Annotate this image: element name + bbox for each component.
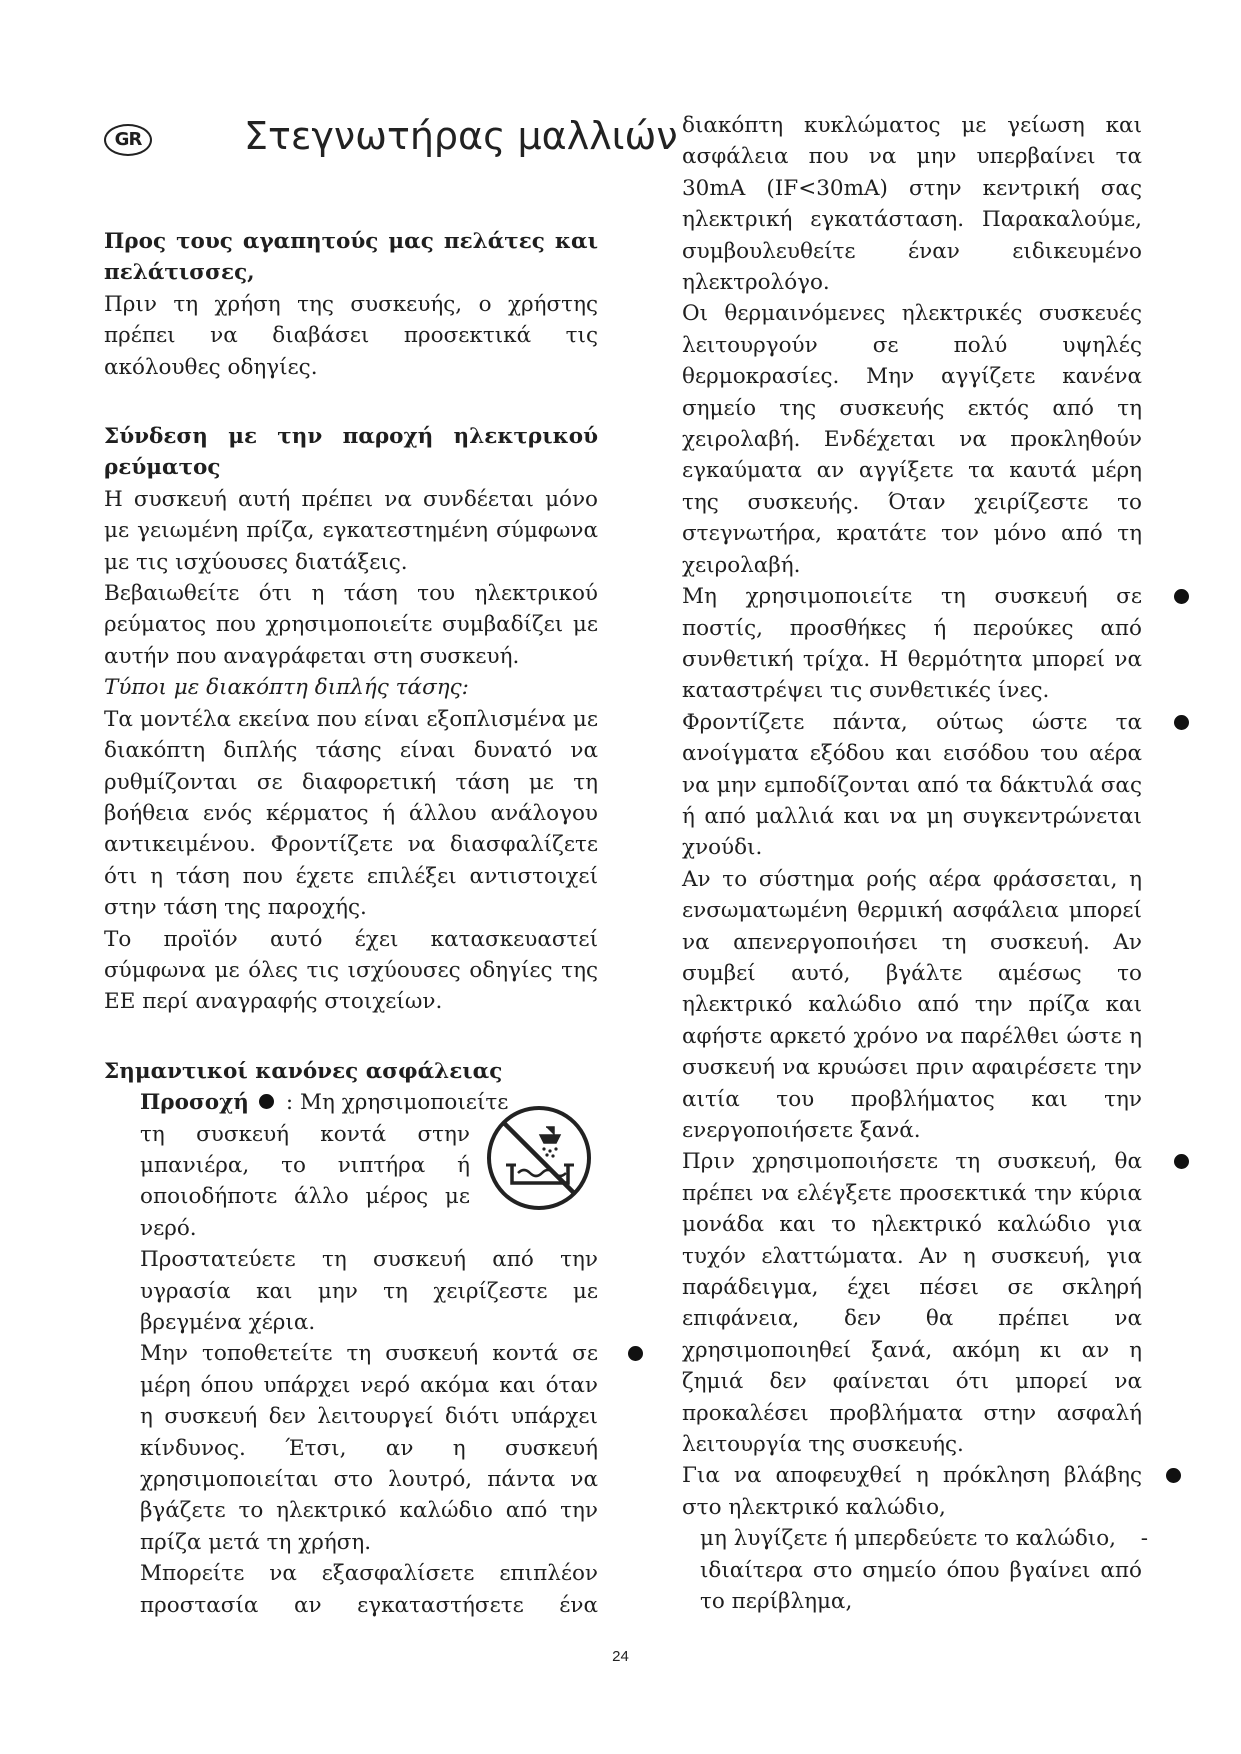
check-block [682,1146,1142,1460]
connection-paragraph-2: Βεβαιωθείτε ότι η τάση του ηλεκτρικού ρεύματος που χρησιμοποιείτε συμβαδίζει με αυτήν που αναγράφεται στη συσκευή. [104,581,598,669]
language-badge: GR [104,124,152,156]
cable-subitem-line-1: μη λυγίζετε ή μπερδεύετε το καλώδιο, [700,1526,1117,1552]
protect-paragraph: Προστατεύετε τη συσκευή από την υγρασία και μην τη χειρίζεστε με βρεγμένα χέρια. [140,1247,598,1335]
warning-text: τη συσκευή κοντά στην μπανιέρα, το νιπτήρα ή οποιοδήποτε άλλο μέρος με νερό. [140,1121,470,1241]
bullet-icon [1174,715,1189,730]
place-paragraph: Μην τοποθετείτε τη συσκευή κοντά σε μέρη όπου υπάρχει νερό ακόμα και όταν η συσκευή δεν λειτουργεί διότι υπάρχει κίνδυνος. Έτσι, αν η συσκευή χρησιμοποιείται στο λουτρό, πάντα να βγάζετε το ηλεκτρικό καλώδιο από την πρίζα μετά τη χρήση. [140,1341,598,1555]
page-header [104,98,678,178]
connection-paragraph-4: Το προϊόν αυτό έχει κατασκευαστεί σύμφωνα με όλες τις ισχύουσες οδηγίες της ΕΕ περί αναγραφής στοιχείων. [104,926,598,1015]
vents-block [682,707,1142,864]
dash-marker: - [1140,1526,1148,1552]
dual-voltage-subheading: Τύποι με διακόπτη διπλής τάσης: [104,675,469,701]
warning-first-text: : Μη χρησιμοποιείτε [285,1090,509,1116]
no-bath-icon [484,1103,594,1213]
intro-heading-line-2: πελάτισσες, [104,260,255,286]
vents-paragraph: Φροντίζετε πάντα, ούτως ώστε τα ανοίγματα εξόδου και εισόδου του αέρα να μην εμποδίζονται από τα δάκτυλά σας ή από μαλλιά και να μη συγκεντρώνεται χνούδι. [682,709,1142,861]
rcd-paragraph: διακόπτη κυκλώματος με γείωση και ασφάλεια που να μην υπερβαίνει τα 30mA (IF<30mA) στην κεντρική σας ηλεκτρική εγκατάσταση. Παρακαλούμε, συμβουλευθείτε έναν ειδικευμένο ηλεκτρολόγο. [682,113,1142,296]
intro-heading-line-1: Προς τους αγαπητούς μας πελάτες και [104,229,598,254]
intro-heading [104,226,598,289]
page-number: 24 [612,1648,629,1665]
cable-subitem [700,1523,1148,1554]
wig-paragraph: Μη χρησιμοποιείτε τη συσκευή σε ποστίς, προσθήκες ή περούκες από συνθετική τρίχα. Η θερμότητα μπορεί να καταστρέψει τις συνθετικές ίνες. [682,584,1142,704]
cable-block [682,1460,1142,1523]
heat-paragraph: Οι θερμαινόμενες ηλεκτρικές συσκευές λειτουργούν σε πολύ υψηλές θερμοκρασίες. Μην αγγίζετε κανένα σημείο της συσκευής εκτός από τη χειρολαβή. Ενδέχεται να προκληθούν εγκαύματα αν αγγίξετε τα καυτά μέρη της συσκευής. Όταν χειρίζεστε το στεγνωτήρα, κρατάτε τον μόνο από τη χειρολαβή. [682,301,1142,578]
extra-protection-paragraph: Μπορείτε να εξασφαλίσετε επιπλέον προστασία αν εγκαταστήσετε ένα [140,1561,598,1618]
connection-heading-line-1: Σύνδεση με την παροχή ηλεκτρικού [104,424,598,450]
connection-heading [104,421,598,484]
place-block [104,1338,598,1558]
bullet-icon [1166,1468,1181,1483]
page-title: Στεγνωτήρας μαλλιών [244,114,678,158]
wig-block [682,581,1142,707]
left-column [104,98,678,1621]
airflow-paragraph: Αν το σύστημα ροής αέρα φράσσεται, η ενσωματωμένη θερμική ασφάλεια μπορεί να απενεργοποιήσει τη συσκευή. Αν συμβεί αυτό, βγάλτε αμέσως το ηλεκτρικό καλώδιο από την πρίζα και αφήστε αρκετό χρόνο να παρέλθει ώστε η συσκευή να κρυώσει πριν αφαιρέσετε την αιτία του προβλήματος και την ενεργοποιήσετε ξανά. [682,866,1142,1143]
intro-paragraph: Πριν τη χρήση της συσκευής, ο χρήστης πρέπει να διαβάσει προσεκτικά τις ακόλουθες οδηγίες. [104,291,598,380]
right-column [682,110,1148,1618]
bullet-icon [1174,1154,1189,1169]
bullet-icon [259,1094,274,1109]
connection-heading-line-2: ρεύματος [104,455,221,481]
cable-subitem-line-2: ιδιαίτερα στο σημείο όπου βγαίνει από το περίβλημα, [700,1557,1142,1615]
cable-paragraph: Για να αποφευχθεί η πρόκληση βλάβης στο ηλεκτρικό καλώδιο, [682,1463,1142,1520]
connection-paragraph-3: Τα μοντέλα εκείνα που είναι εξοπλισμένα με διακόπτη διπλής τάσης είναι δυνατό να ρυθμίζονται σε διαφορετική τάση με τη βοήθεια ενός κέρματος ή άλλου ανάλογου αντικειμένου. Φροντίζετε να διασφαλίζετε ότι η τάση που έχετε επιλέξει αντιστοιχεί στην τάση της παροχής. [104,706,598,921]
warning-block [140,1087,598,1244]
bullet-icon [1174,589,1189,604]
safety-heading: Σημαντικοί κανόνες ασφάλειας [104,1058,503,1084]
warning-label: Προσοχή [140,1090,249,1116]
check-paragraph: Πριν χρησιμοποιήσετε τη συσκευή, θα πρέπει να ελέγξετε προσεκτικά την κύρια μονάδα και το ηλεκτρικό καλώδιο για τυχόν ελαττώματα. Αν η συσκευή, για παράδειγμα, έχει πέσει σε σκληρή επιφάνεια, δεν θα πρέπει να χρησιμοποιηθεί ξανά, ακόμη κι αν η ζημιά δεν φαίνεται ότι μπορεί να προκαλέσει προβλήματα στην ασφαλή λειτουργία της συσκευής. [682,1149,1142,1458]
connection-paragraph-1: Η συσκευή αυτή πρέπει να συνδέεται μόνο με γειωμένη πρίζα, εγκατεστημένη σύμφωνα με τις ισχύουσες διατάξεις. [104,486,598,575]
bullet-icon [628,1346,643,1361]
